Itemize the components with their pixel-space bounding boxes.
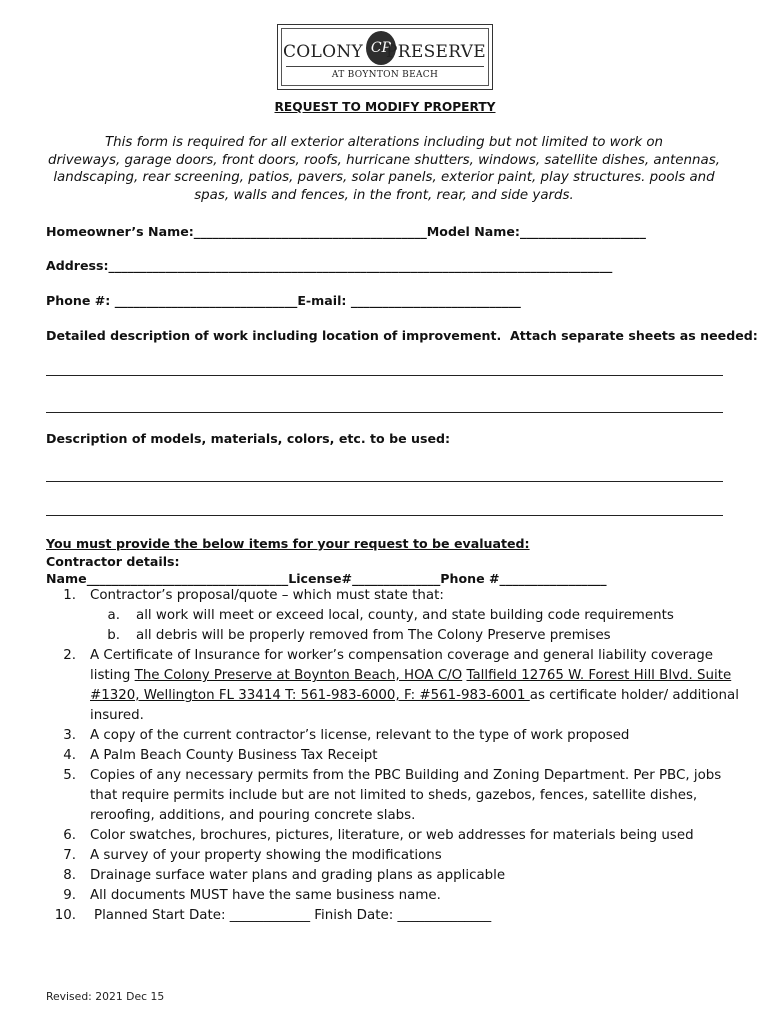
materials-description-line[interactable] (46, 515, 723, 516)
item-number: 6. (63, 828, 76, 843)
item-text: that require permits include but are not limited to sheds, gazebos, fences, satellite dishes, (90, 788, 698, 803)
homeowner-model-field[interactable]: Homeowner’s Name:_____________________________________Model Name:____________________ (46, 224, 646, 239)
requirements-heading: You must provide the below items for your request to be evaluated: (46, 536, 530, 551)
list-item (46, 868, 505, 883)
certificate-holder-address: #1320, Wellington FL 33414 T: 561-983-6000, F: #561-983-6001 (90, 688, 530, 703)
list-item (46, 848, 442, 863)
item-text: A Palm Beach County Business Tax Receipt (90, 748, 378, 763)
item-text: All documents MUST have the same business name. (90, 888, 441, 903)
phone-email-field[interactable]: Phone #: _____________________________E-mail: ___________________________ (46, 293, 521, 308)
intro-line: landscaping, rear screening, patios, pavers, solar panels, exterior paint, play structures. pools and (53, 170, 715, 186)
materials-description-line[interactable] (46, 481, 723, 482)
list-item (90, 608, 674, 623)
list-item-continuation (90, 688, 739, 703)
intro-paragraph (46, 134, 722, 204)
item-number: b. (107, 628, 120, 643)
item-text: listing (90, 668, 135, 683)
planned-dates-item[interactable] (46, 908, 491, 923)
list-item (46, 828, 694, 843)
item-number: 7. (63, 848, 76, 863)
item-text: Contractor’s proposal/quote – which must state that: (90, 588, 444, 603)
materials-description-label: Description of models, materials, colors, etc. to be used: (46, 431, 451, 446)
logo-subtitle: AT BOYNTON BEACH (331, 70, 439, 80)
list-item-continuation (90, 808, 415, 823)
list-item (46, 748, 377, 763)
item-text: A survey of your property showing the modifications (90, 848, 442, 863)
list-item-continuation (90, 668, 731, 683)
logo-word-right: PRESERVE (386, 42, 486, 62)
item-text: all debris will be properly removed from The Colony Preserve premises (136, 628, 611, 643)
item-text: all work will meet or exceed local, county, and state building code requirements (136, 608, 674, 623)
item-text: Color swatches, brochures, pictures, literature, or web addresses for materials being used (90, 828, 694, 843)
intro-line: driveways, garage doors, front doors, roofs, hurricane shutters, windows, satellite dishes, antennas, (48, 152, 720, 168)
list-item (46, 648, 713, 663)
list-item (46, 888, 441, 903)
address-field[interactable]: Address:________________________________________________________________________________ (46, 258, 613, 273)
item-number: 9. (63, 888, 76, 903)
intro-line: spas, walls and fences, in the front, rear, and side yards. (194, 187, 574, 203)
list-item-continuation (90, 708, 144, 723)
item-text: insured. (90, 708, 144, 723)
item-text: A Certificate of Insurance for worker’s compensation coverage and general liability coverage (90, 648, 714, 663)
contractor-details-field[interactable]: Name________________________________License#______________Phone #_________________ (46, 571, 607, 586)
certificate-holder-address: Tallfield 12765 W. Forest Hill Blvd. Suite (466, 668, 732, 683)
list-item (46, 588, 444, 603)
certificate-holder-name: The Colony Preserve at Boynton Beach, HOA C/O (134, 668, 463, 683)
item-text: A copy of the current contractor’s license, relevant to the type of work proposed (90, 728, 630, 743)
item-number: 8. (63, 868, 76, 883)
logo-divider (286, 66, 484, 67)
intro-line: This form is required for all exterior alterations including but not limited to work on (104, 135, 664, 150)
item-number: a. (107, 608, 120, 623)
item-number: 3. (63, 728, 76, 743)
item-text: reroofing, additions, and pouring concrete slabs. (90, 808, 416, 823)
list-item (90, 628, 611, 643)
list-item (46, 728, 629, 743)
list-item-continuation (90, 788, 697, 803)
item-text: Copies of any necessary permits from the PBC Building and Zoning Department. Per PBC, jobs (90, 768, 722, 783)
revision-footer: Revised: 2021 Dec 15 (46, 990, 165, 1003)
item-number: 2. (63, 648, 76, 663)
planned-dates-field[interactable]: Planned Start Date: ____________ Finish Date: ______________ (94, 908, 492, 923)
form-title: REQUEST TO MODIFY PROPERTY (274, 100, 496, 114)
work-description-label: Detailed description of work including location of improvement. Attach separate sheets as needed: (46, 328, 758, 343)
item-number: 1. (63, 588, 76, 603)
list-item (46, 768, 721, 783)
logo-word-left: COLONY (283, 42, 364, 62)
item-text: Drainage surface water plans and grading plans as applicable (90, 868, 506, 883)
item-number: 5. (63, 768, 76, 783)
colony-preserve-logo (277, 24, 493, 90)
work-description-line[interactable] (46, 412, 723, 413)
work-description-line[interactable] (46, 375, 723, 376)
item-number: 4. (63, 748, 76, 763)
contractor-details-label: Contractor details: (46, 554, 180, 569)
item-number: 10. (54, 908, 76, 923)
item-text: as certificate holder/ additional (529, 688, 739, 703)
logo-monogram: CP (366, 31, 396, 65)
